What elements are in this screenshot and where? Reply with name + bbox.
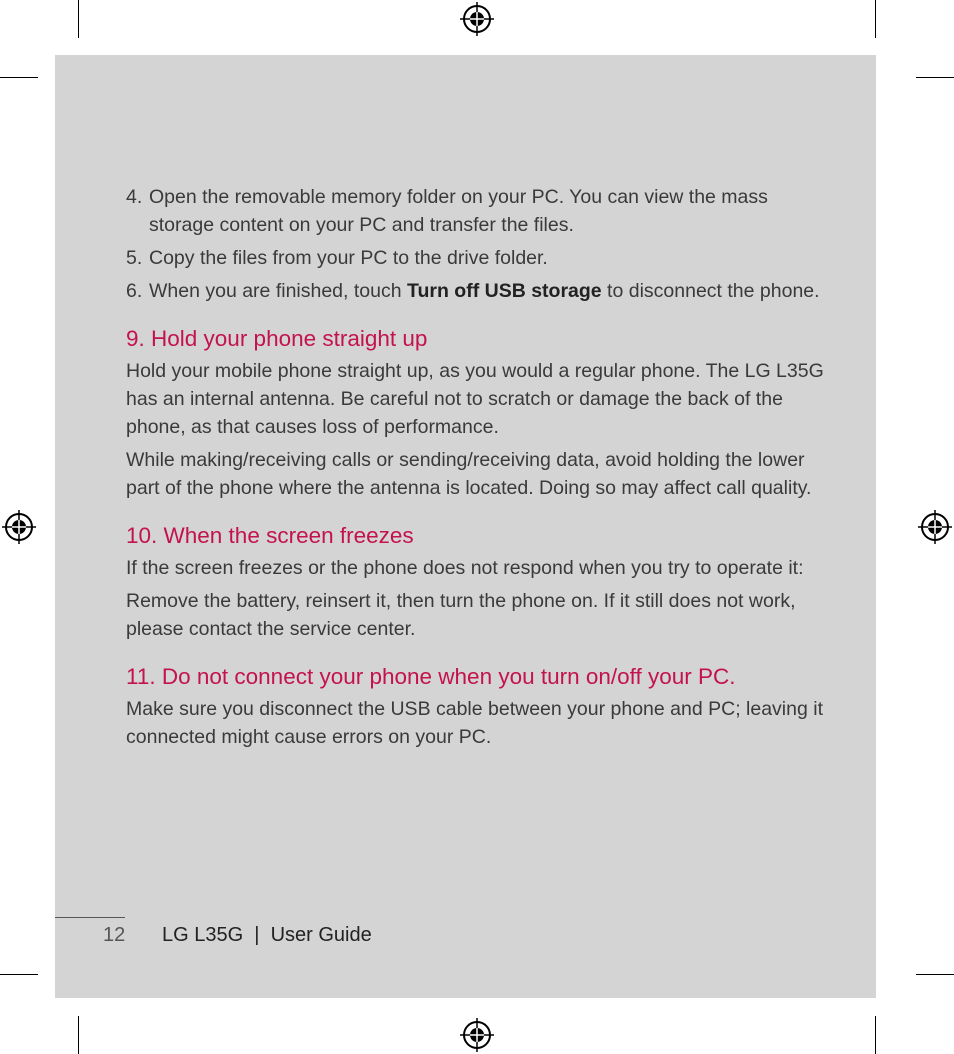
section-paragraph: While making/receiving calls or sending/receiving data, avoid holding the lower part of the phone where the antenna is located. Doing so may affect call quality. — [126, 449, 812, 499]
crop-mark — [0, 974, 38, 975]
registration-mark-icon — [918, 510, 952, 544]
section-paragraph: Make sure you disconnect the USB cable between your phone and PC; leaving it connected might cause errors on your PC. — [126, 698, 824, 748]
step-text: When you are finished, touch — [149, 280, 407, 302]
section-paragraph: Remove the battery, reinsert it, then turn the phone on. If it still does not work, please contact the service center. — [126, 590, 796, 640]
section-heading: 9. Hold your phone straight up — [126, 326, 428, 351]
step-item — [126, 244, 826, 272]
registration-mark-icon — [460, 2, 494, 36]
section-heading: 11. Do not connect your phone when you turn on/off your PC. — [126, 664, 736, 689]
step-number: 6. — [126, 280, 143, 302]
crop-mark — [78, 0, 79, 38]
crop-mark — [875, 1016, 876, 1054]
step-text: to disconnect the phone. — [601, 280, 820, 302]
step-emphasis: Turn off USB storage — [407, 280, 602, 302]
section-paragraph: Hold your mobile phone straight up, as you would a regular phone. The LG L35G has an internal antenna. Be careful not to scratch or damage the back of the phone, as that causes loss of performance. — [126, 360, 824, 438]
registration-mark-icon — [2, 510, 36, 544]
crop-mark — [0, 77, 38, 78]
footer-title: LG L35G | User Guide — [162, 924, 372, 946]
step-number: 4. — [126, 186, 143, 208]
step-item — [126, 183, 826, 239]
section-heading: 10. When the screen freezes — [126, 523, 414, 548]
crop-mark — [916, 77, 954, 78]
page-content — [126, 183, 826, 756]
crop-mark — [916, 974, 954, 975]
step-number: 5. — [126, 247, 143, 269]
crop-mark — [78, 1016, 79, 1054]
step-item — [126, 277, 826, 305]
step-text: Copy the files from your PC to the drive folder. — [149, 247, 548, 269]
section-paragraph: If the screen freezes or the phone does not respond when you try to operate it: — [126, 557, 804, 579]
step-text: Open the removable memory folder on your PC. You can view the mass storage content on your PC and transfer the files. — [149, 186, 768, 236]
registration-mark-icon — [460, 1018, 494, 1052]
crop-mark — [875, 0, 876, 38]
page-number: 12 — [103, 924, 126, 946]
footer-divider — [55, 917, 125, 918]
